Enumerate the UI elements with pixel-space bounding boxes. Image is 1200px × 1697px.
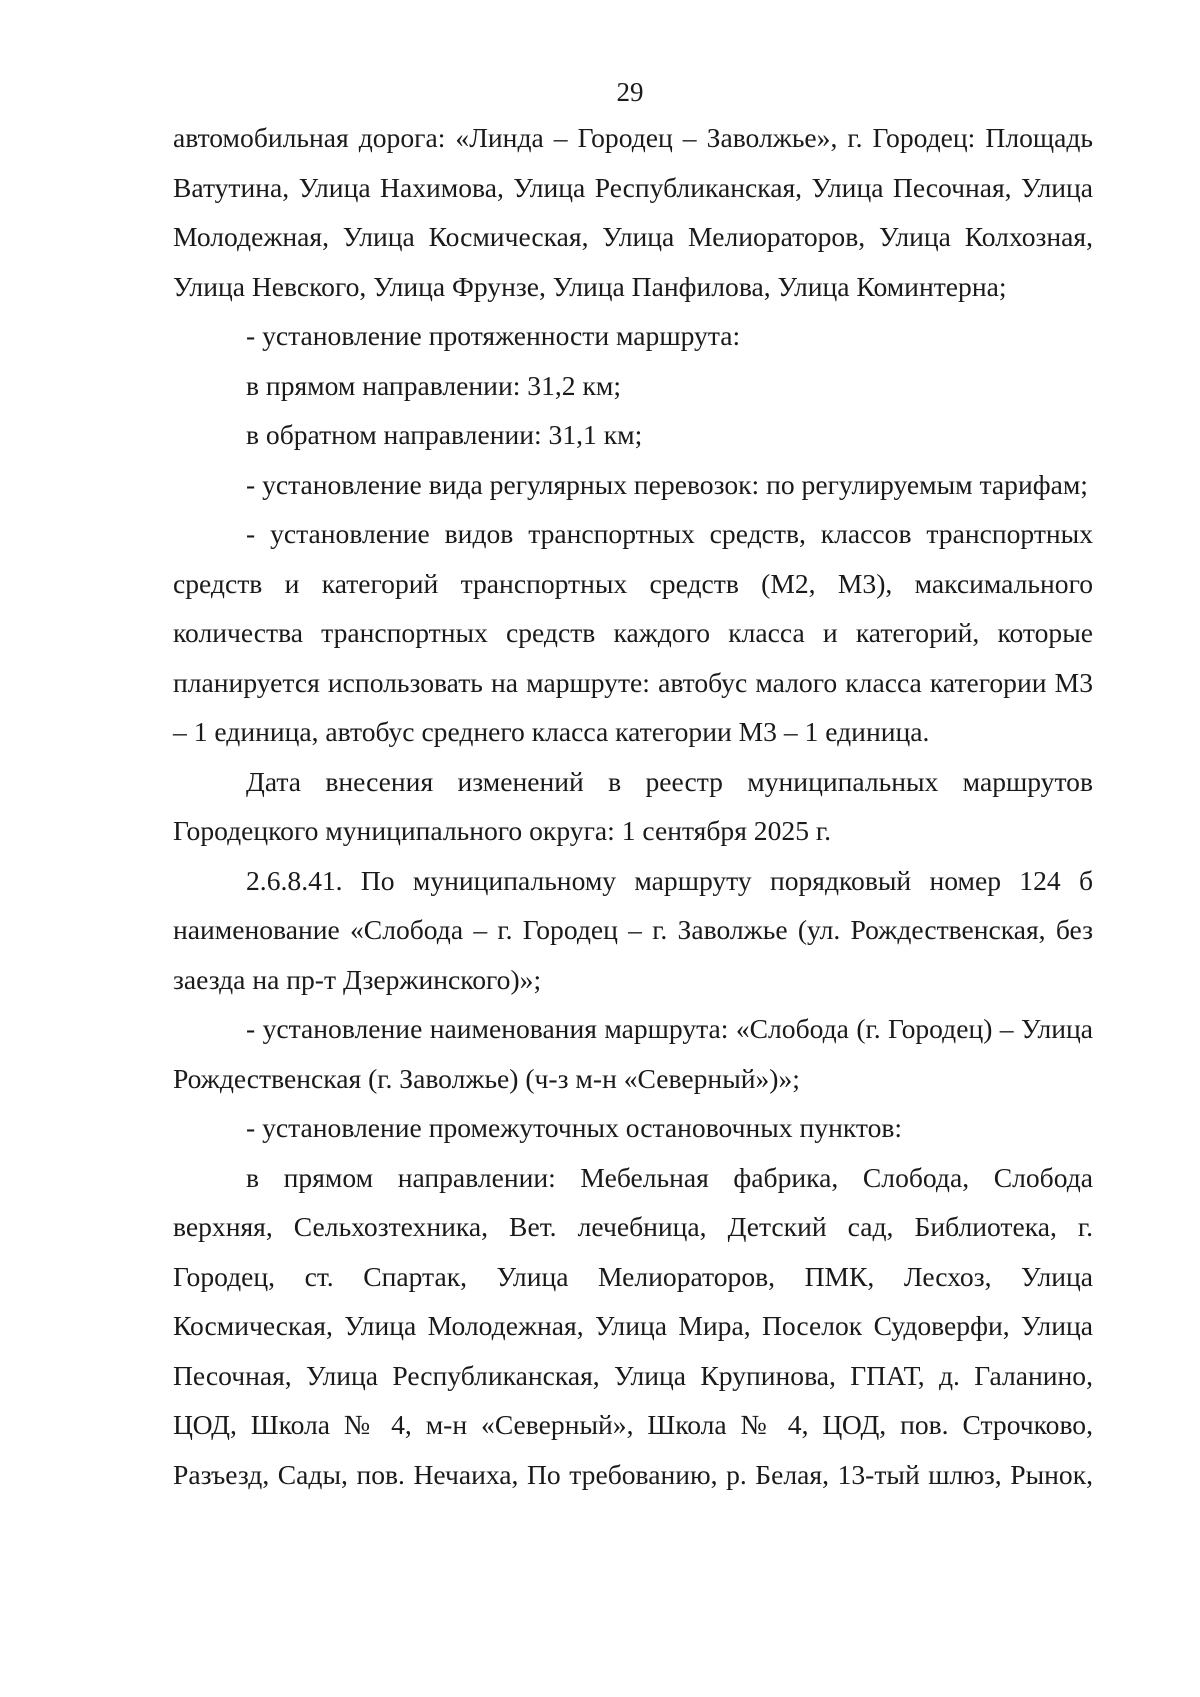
paragraph-route-roads: автомобильная дорога: «Линда – Городец – Заволжье», г. Городец: Площадь Ватутина, Улица Нахимова, Улица Республиканская, Улица Песочная, Улица Молодежная, Улица Космическая, Улица Мелиораторов, Улица Колхозная, Улица Невского, Улица Фрунзе, Улица Панфилова, Улица Коминтерна; [173, 122, 1093, 302]
paragraph-reverse-length: в обратном направлении: 31,1 км; [246, 419, 643, 450]
paragraph-route-124b: 2.6.8.41. По муниципальному маршруту порядковый номер 124 б наименование «Слобода – г. Городец – г. Заволжье (ул. Рождественская, без заезда на пр-т Дзержинского)»; [173, 864, 1093, 995]
paragraph-route-name: - установление наименования маршрута: «Слобода (г. Городец) – Улица Рождественская (г. Заволжье) (ч-з м-н «Северный»)»; [173, 1013, 1093, 1094]
paragraph-registry-date: Дата внесения изменений в реестр муниципальных маршрутов Городецкого муниципального округа: 1 сентября 2025 г. [173, 765, 1093, 846]
paragraph-route-length-heading: - установление протяженности маршрута: [246, 320, 741, 351]
paragraph-vehicle-classes: - установление видов транспортных средств, классов транспортных средств и категорий транспортных средств (М2, М3), максимального количества транспортных средств каждого класса и категорий, которые планируется использовать на маршруте: автобус малого класса категории М3 – 1 единица, автобус среднего класса категории М3 – 1 единица. [173, 518, 1093, 747]
paragraph-stops-heading: - установление промежуточных остановочных пунктов: [246, 1112, 903, 1143]
paragraph-forward-stops: в прямом направлении: Мебельная фабрика, Слобода, Слобода верхняя, Сельхозтехника, Вет. лечебница, Детский сад, Библиотека, г. Городец, ст. Спартак, Улица Мелиораторов, ПМК, Лесхоз, Улица Космическая, Улица Молодежная, Улица Мира, Поселок Судоверфи, Улица Песочная, Улица Республиканская, Улица Крупинова, ГПАТ, д. Галанино, ЦОД, Школа № 4, м-н «Северный», Школа № 4, ЦОД, пов. Строчково, Разъезд, Сады, пов. Нечаиха, По требованию, р. Белая, 13-тый шлюз, Рынок, [173, 1161, 1093, 1490]
paragraph-forward-length: в прямом направлении: 31,2 км; [246, 369, 622, 401]
page-number: 29 [616, 77, 644, 107]
document-body [173, 113, 1093, 1499]
paragraph-transport-type: - установление вида регулярных перевозок: по регулируемым тарифам; [246, 468, 1088, 500]
